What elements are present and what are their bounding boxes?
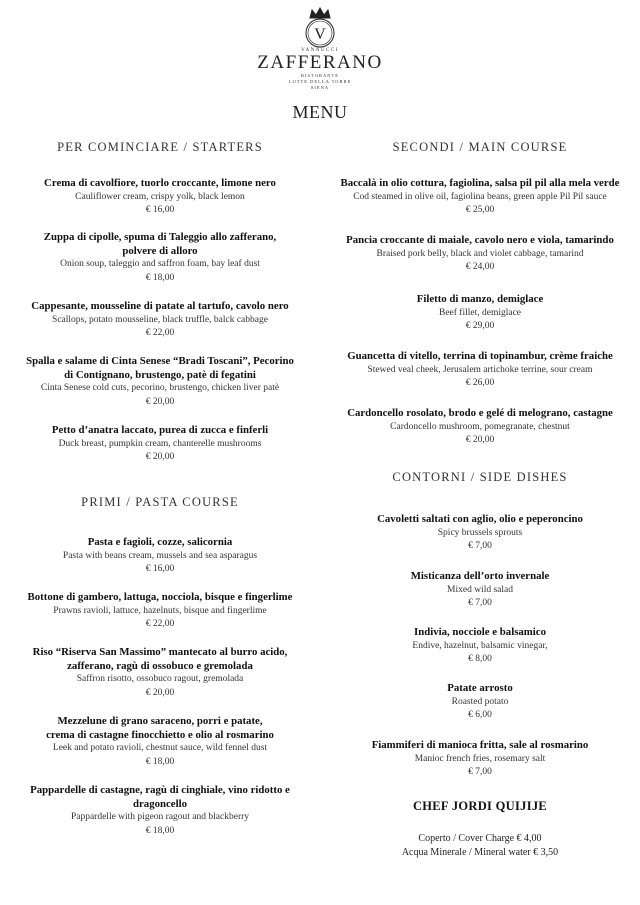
menu-item: Patate arrosto Roasted potato € 6,00 — [447, 682, 513, 720]
menu-item: Filetto di manzo, demiglace Beef fillet, demiglace € 29,00 — [416, 293, 544, 331]
menu-item: Bottone di gambero, lattuga, nocciola, bisque e fingerlime Prawns ravioli, lattuce, hazelnuts, bisque and fingerlime € 22,00 — [27, 591, 293, 629]
menu-item: Guancetta di vitello, terrina di topinambur, crème fraiche Stewed veal cheek, Jerusalem artichoke terrine, sour cream € 26,00 — [347, 350, 613, 388]
cover-charge: Coperto / Cover Charge € 4,00 — [418, 833, 542, 844]
footer-charges — [320, 832, 640, 860]
brand-sub-1: RISTORANTE — [301, 73, 339, 78]
menu-title: MENU — [292, 102, 348, 122]
menu-item: Cavoletti saltati con aglio, olio e peperoncino Spicy brussels sprouts € 7,00 — [377, 513, 583, 551]
brand-name: ZAFFERANO — [257, 52, 383, 73]
crown-monogram-icon — [298, 6, 342, 50]
menu-item: Baccalà in olio cottura, fagiolina, salsa pil pil alla mela verde Cod steamed in olive oil, fagiolina beans, green apple Pil Pil sauce € 25,00 — [340, 177, 620, 215]
logo — [0, 6, 640, 91]
brand-small: VANNUCCI — [301, 48, 339, 53]
section-primi-heading: PRIMI / PASTA COURSE — [81, 495, 239, 509]
menu-item: Petto d’anatra laccato, purea di zucca e finferli Duck breast, pumpkin cream, chanterelle mushrooms € 20,00 — [51, 424, 269, 462]
menu-item: Misticanza dell’orto invernale Mixed wild salad € 7,00 — [410, 570, 550, 608]
section-starters-heading: PER COMINCIARE / STARTERS — [57, 140, 263, 154]
menu-item: Pasta e fagioli, cozze, salicornia Pasta with beans cream, mussels and sea asparagus € 16,00 — [62, 536, 258, 574]
svg-text:V: V — [314, 26, 326, 43]
menu-item: Indivia, nocciole e balsamico Endive, hazelnut, balsamic vinegar, € 8,00 — [412, 626, 548, 664]
chef-name: CHEF JORDI QUIJIJE — [412, 799, 548, 813]
menu-item: Cardoncello rosolato, brodo e gelé di melograno, castagne Cardoncello mushroom, pomegranate, chestnut € 20,00 — [347, 407, 613, 445]
menu-item: Mezzelune di grano saraceno, porri e patate, crema di castagne finocchietto e olio al rosmarino Leek and potato ravioli, chestnut sauce, wild fennel dust € 18,00 — [46, 715, 274, 767]
mineral-water: Acqua Minerale / Mineral water € 3,50 — [401, 847, 559, 858]
section-contorni-heading: CONTORNI / SIDE DISHES — [392, 470, 568, 484]
brand-sub-3: SIENA — [310, 85, 330, 90]
menu-item: Pancia croccante di maiale, cavolo nero e viola, tamarindo Braised pork belly, black and violet cabbage, tamarind € 24,00 — [346, 234, 614, 272]
menu-item: Crema di cavolfiore, tuorlo croccante, limone nero Cauliflower cream, crispy yolk, black lemon € 16,00 — [44, 177, 276, 215]
menu-item: Pappardelle di castagne, ragù di cinghiale, vino ridotto e dragoncello Pappardelle with pigeon ragout and blackberry € 18,00 — [30, 784, 290, 836]
menu-item: Cappesante, mousseline di patate al tartufo, cavolo nero Scallops, potato mousseline, black truffle, balck cabbage € 22,00 — [31, 300, 289, 338]
brand-sub-2: LOTTE DELLA TORRE — [288, 79, 352, 84]
menu-item: Spalla e salame di Cinta Senese “Bradi Toscani”, Pecorino di Contignano, brustengo, patè di fegatini Cinta Senese cold cuts, pecorino, brustengo, chicken liver patè € 20,00 — [26, 355, 294, 407]
menu-item: Fiammiferi di manioca fritta, sale al rosmarino Manioc french fries, rosemary salt € 7,00 — [371, 739, 589, 777]
menu-item: Riso “Riserva San Massimo” mantecato al burro acido, zafferano, ragù di ossobuco e gremolada Saffron risotto, ossobuco ragout, gremolada € 20,00 — [32, 646, 288, 698]
section-secondi-heading: SECONDI / MAIN COURSE — [392, 140, 568, 154]
menu-item: Zuppa di cipolle, spuma di Taleggio allo zafferano, polvere di alloro Onion soup, taleggio and saffron foam, bay leaf dust € 18,00 — [43, 231, 277, 283]
